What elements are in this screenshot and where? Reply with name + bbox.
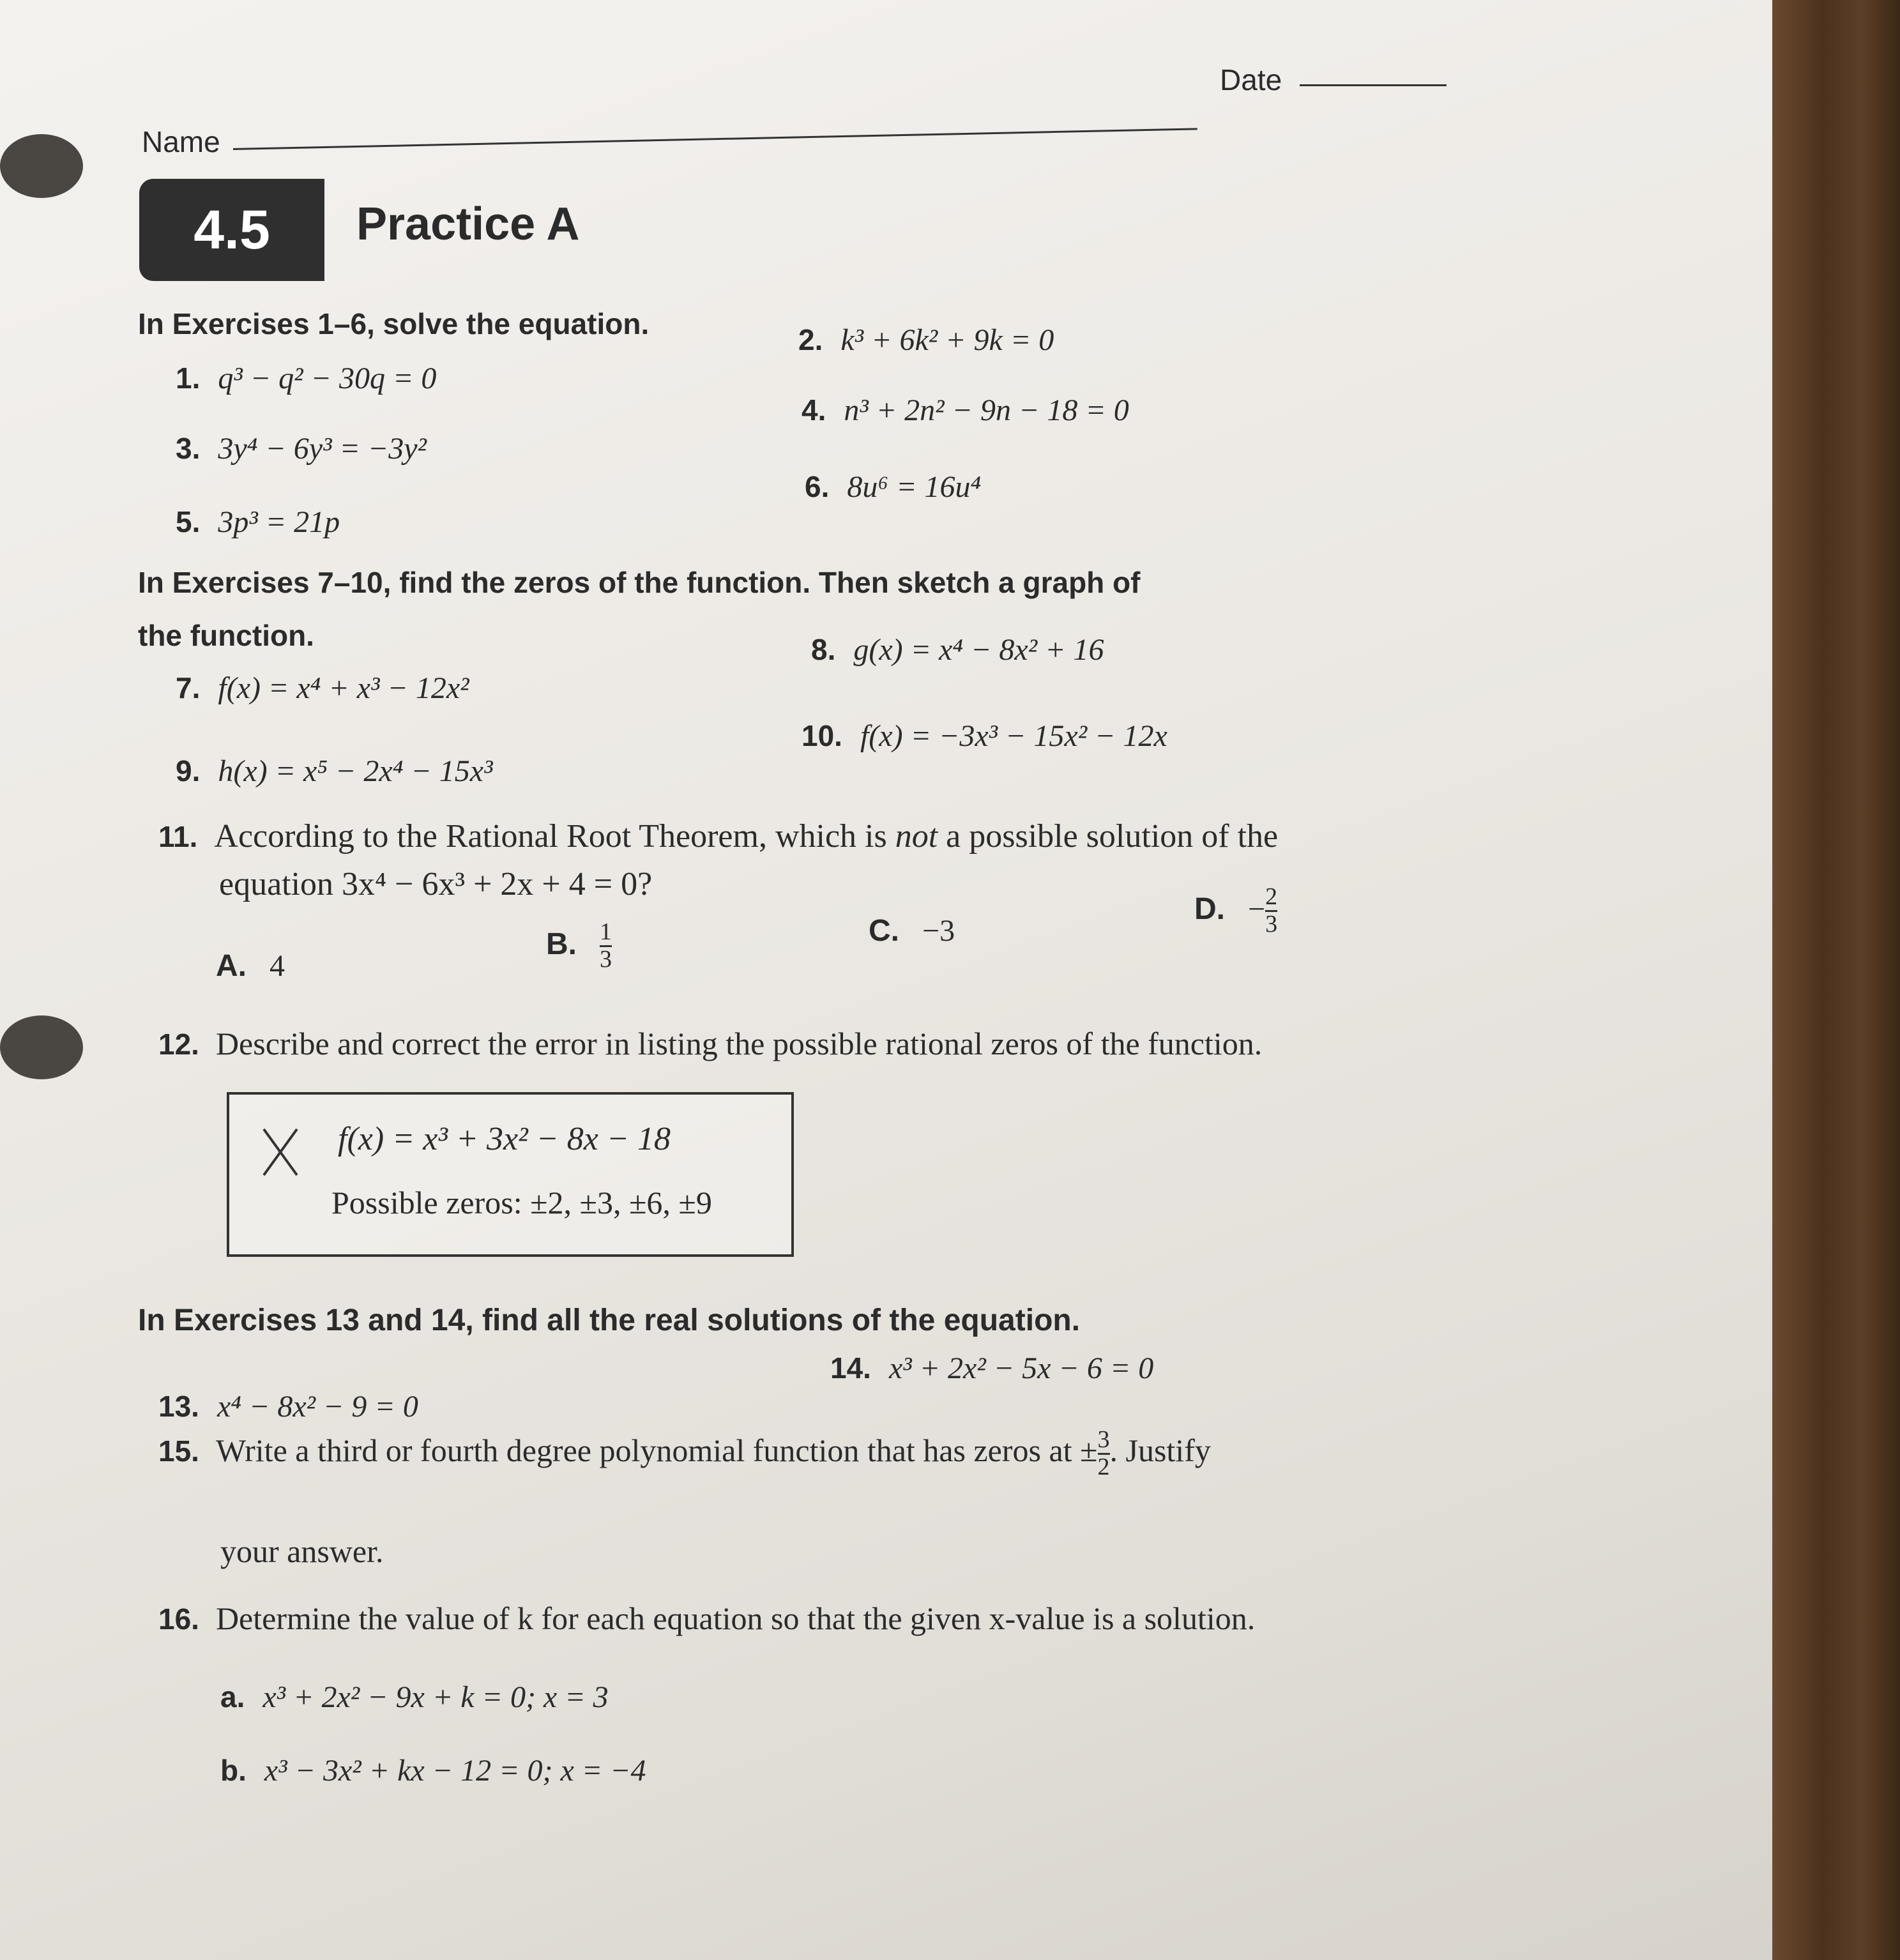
question-text: Describe and correct the error in listing the possible rational zeros of the function.	[215, 1026, 1263, 1061]
exercise-number: 5.	[176, 505, 201, 538]
equation: 3y⁴ − 6y³ = −3y²	[218, 432, 427, 466]
question-text: Write a third or fourth degree polynomial function that has zeros at ±	[215, 1432, 1098, 1468]
equation: q³ − q² − 30q = 0	[218, 361, 437, 395]
fraction-two-thirds	[1265, 885, 1277, 938]
question-16-part-a	[220, 1680, 609, 1715]
question-11-equation: equation 3x⁴ − 6x³ + 2x + 4 = 0?	[219, 866, 653, 902]
exercise-number: 10.	[802, 719, 842, 752]
emphasis-not: not	[895, 818, 938, 855]
question-text: Determine the value of k for each equation so that the given x-value is a solution.	[215, 1600, 1256, 1636]
option-value: −3	[922, 914, 955, 948]
equation: n³ + 2n² − 9n − 18 = 0	[844, 393, 1129, 427]
exercise-number: 1.	[176, 361, 201, 395]
exercise-4	[802, 393, 1129, 428]
question-11	[158, 817, 1278, 855]
exercise-10	[802, 718, 1167, 754]
exercise-number: 13.	[158, 1390, 199, 1423]
equation: k³ + 6k² + 9k = 0	[840, 323, 1054, 357]
exercise-6	[805, 469, 981, 505]
question-text-cont: a possible solution of the	[938, 818, 1279, 855]
binder-hole	[0, 1015, 83, 1079]
question-15-cont: your answer.	[220, 1533, 384, 1569]
name-line	[233, 128, 1197, 150]
option-label: B.	[546, 927, 577, 962]
exercise-13	[158, 1389, 418, 1424]
section-title: Practice A	[356, 199, 580, 250]
question-12	[158, 1025, 1262, 1062]
exercise-8	[811, 632, 1104, 667]
question-16-part-b	[220, 1753, 646, 1788]
instruction-1-6: In Exercises 1–6, solve the equation.	[138, 307, 650, 340]
option-label: A.	[216, 949, 247, 983]
fraction-denominator: 2	[1097, 1453, 1110, 1480]
equation: f(x) = −3x³ − 15x² − 12x	[860, 719, 1167, 753]
question-number: 11.	[158, 820, 198, 853]
error-box-zeros: Possible zeros: ±2, ±3, ±6, ±9	[331, 1185, 712, 1220]
name-label: Name	[142, 125, 220, 158]
instruction-13-14: In Exercises 13 and 14, find all the real solutions of the equation.	[138, 1303, 1081, 1337]
instruction-7-10: In Exercises 7–10, find the zeros of the function. Then sketch a graph of	[138, 566, 1141, 599]
exercise-9	[176, 754, 493, 789]
question-number: 12.	[158, 1028, 199, 1061]
part-label: b.	[220, 1754, 247, 1787]
date-label: Date	[1220, 63, 1282, 96]
equation: 3p³ = 21p	[218, 505, 340, 539]
equation: 8u⁶ = 16u⁴	[847, 470, 982, 504]
option-b	[546, 920, 612, 973]
option-a	[216, 948, 285, 984]
question-16	[158, 1600, 1255, 1637]
equation: x³ + 2x² − 5x − 6 = 0	[888, 1351, 1154, 1385]
fraction-denominator: 3	[1265, 910, 1278, 938]
fraction-numerator: 3	[1097, 1426, 1110, 1453]
option-c	[869, 913, 955, 948]
error-x-icon	[261, 1127, 300, 1178]
exercise-number: 6.	[805, 470, 830, 503]
exercise-14	[830, 1351, 1153, 1386]
fraction-numerator: 2	[1265, 883, 1278, 910]
exercise-5	[176, 505, 340, 540]
exercise-1	[176, 361, 436, 396]
option-sign: −	[1248, 892, 1266, 927]
option-label: D.	[1194, 892, 1225, 927]
exercise-number: 3.	[176, 432, 201, 465]
error-box-function: f(x) = x³ + 3x² − 8x − 18	[338, 1121, 671, 1157]
question-text-end: . Justify	[1109, 1432, 1211, 1468]
equation: x³ + 2x² − 9x + k = 0; x = 3	[262, 1680, 609, 1714]
exercise-number: 4.	[802, 393, 826, 427]
binder-hole	[0, 134, 83, 198]
fraction-numerator: 1	[600, 918, 612, 945]
equation: x³ − 3x² + kx − 12 = 0; x = −4	[264, 1754, 646, 1788]
date-line	[1300, 84, 1447, 86]
equation: x⁴ − 8x² − 9 = 0	[217, 1390, 418, 1424]
question-number: 15.	[158, 1434, 199, 1468]
fraction-three-halves	[1098, 1427, 1110, 1480]
exercise-number: 14.	[830, 1351, 871, 1385]
question-15	[158, 1427, 1211, 1480]
fraction-one-third	[600, 920, 612, 973]
fraction-denominator: 3	[600, 945, 612, 973]
exercise-2	[798, 323, 1054, 358]
exercise-number: 8.	[811, 633, 836, 666]
exercise-number: 9.	[176, 754, 201, 787]
option-d	[1194, 885, 1277, 938]
question-number: 16.	[158, 1602, 199, 1636]
exercise-7	[176, 671, 469, 706]
exercise-number: 2.	[798, 323, 823, 356]
equation: f(x) = x⁴ + x³ − 12x²	[218, 671, 469, 705]
section-badge: 4.5	[139, 179, 324, 281]
error-box	[227, 1092, 794, 1257]
question-text: According to the Rational Root Theorem, which is	[214, 818, 895, 855]
equation: g(x) = x⁴ − 8x² + 16	[853, 633, 1104, 667]
exercise-3	[176, 431, 427, 466]
part-label: a.	[220, 1680, 245, 1713]
instruction-7-10-cont: the function.	[138, 619, 314, 652]
equation: h(x) = x⁵ − 2x⁴ − 15x³	[218, 754, 493, 788]
exercise-number: 7.	[176, 671, 201, 704]
option-label: C.	[869, 914, 899, 948]
desk-surface	[1772, 0, 1900, 1960]
option-value: 4	[270, 949, 285, 983]
